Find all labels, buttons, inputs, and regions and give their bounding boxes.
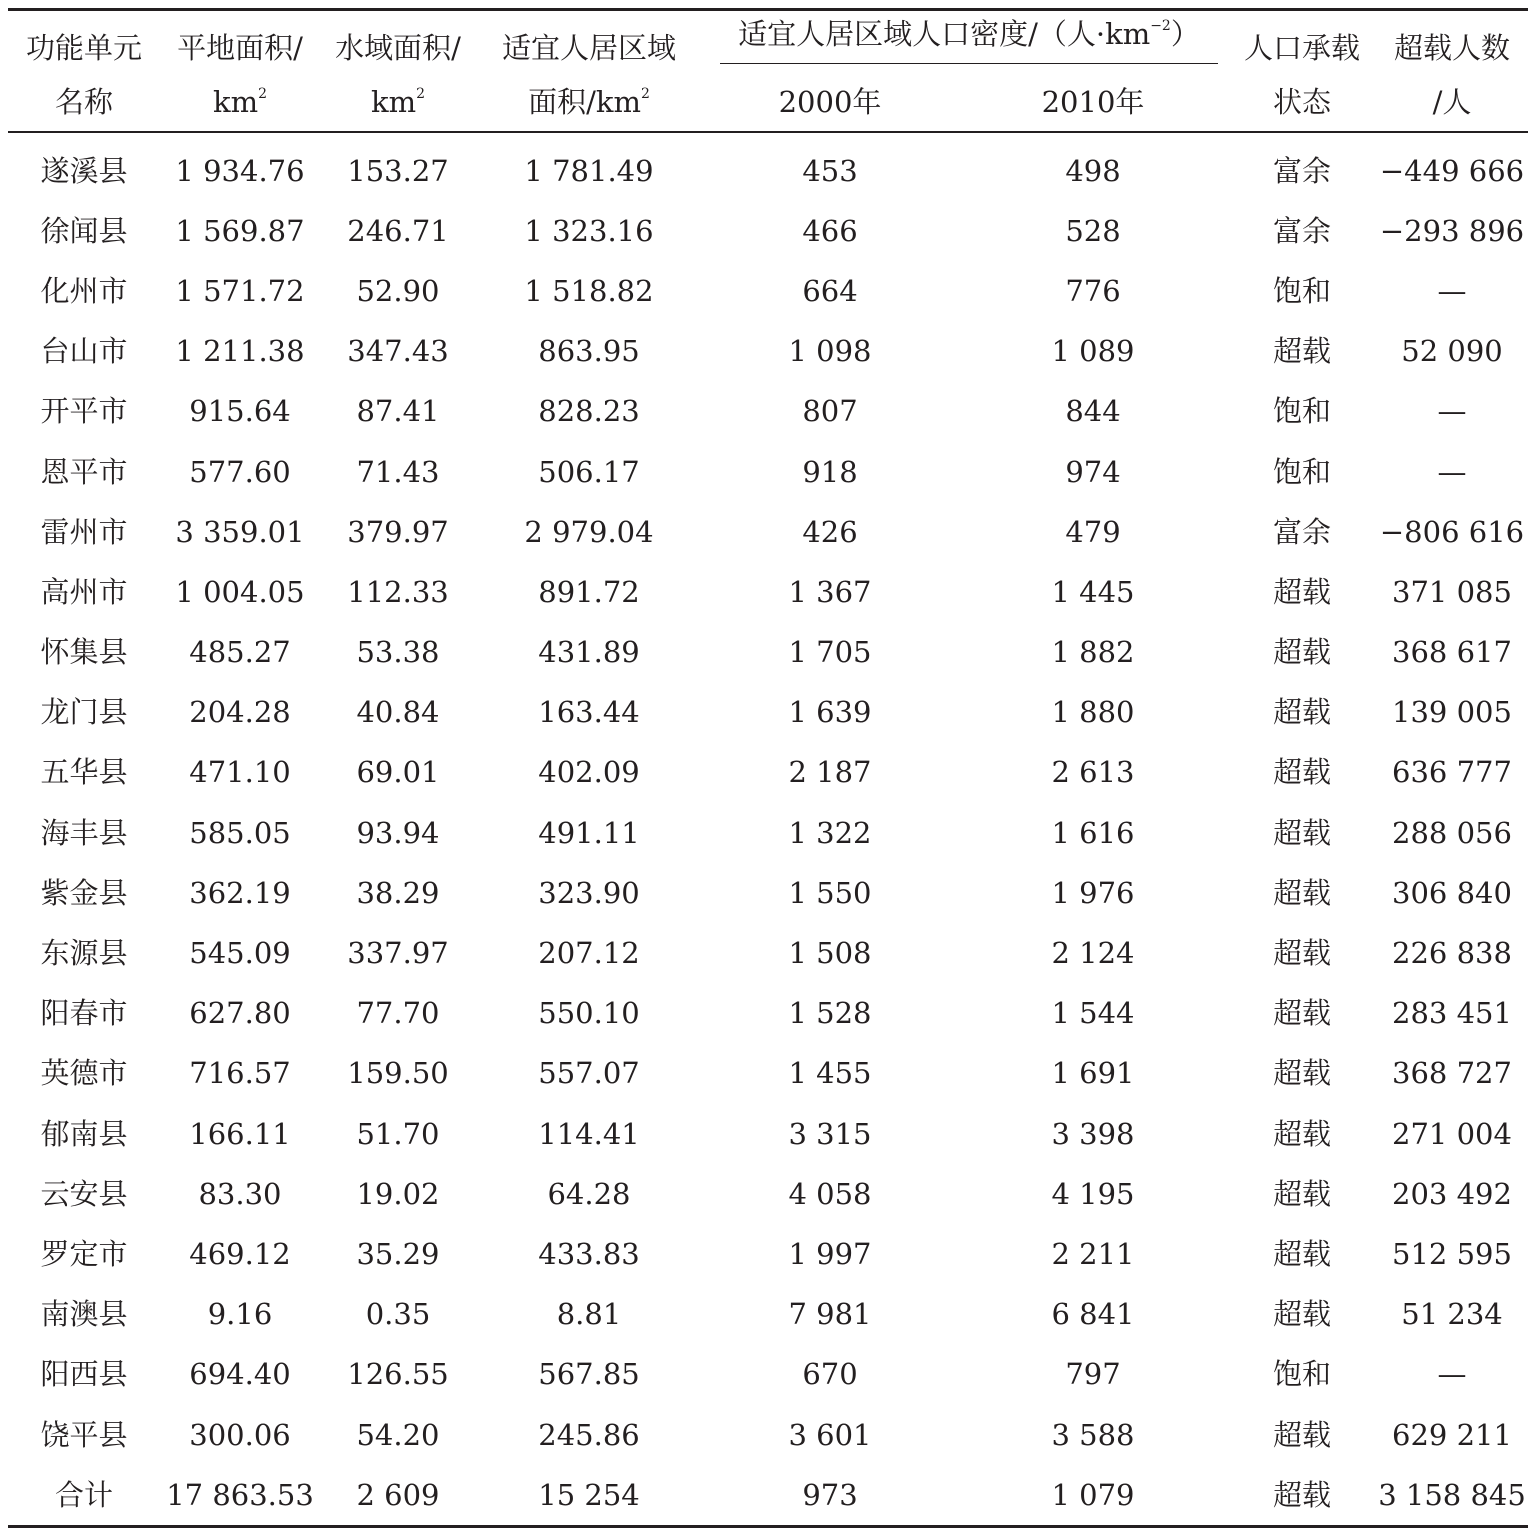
- cell-water-area: 347.43: [347, 334, 449, 369]
- cell-county-name: 怀集县: [40, 635, 128, 670]
- cell-water-area: 53.38: [356, 635, 440, 670]
- table-row: [8, 382, 1528, 442]
- cell-habitable-area: 2 979.04: [524, 514, 654, 549]
- cell-capacity-state: 超载: [1272, 755, 1331, 790]
- cell-overload-count: 368 617: [1392, 635, 1512, 670]
- cell-density-2000: 1 639: [788, 695, 872, 730]
- cell-overload-count: 3 158 845: [1376, 1465, 1528, 1527]
- cell-density-2000: 918: [802, 454, 858, 489]
- cell-density-2010: 4 195: [1051, 1176, 1135, 1211]
- cell-overload-count: 226 838: [1392, 936, 1512, 971]
- header-year-2000: 2000年: [702, 73, 958, 132]
- cell-county-name: 郁南县: [40, 1116, 128, 1151]
- cell-plain-area: 300.06: [189, 1417, 291, 1452]
- cell-habitable-area: 15 254: [476, 1465, 702, 1527]
- cell-overload-count: —: [1437, 454, 1467, 489]
- cell-density-2000: 1 508: [788, 936, 872, 971]
- cell-capacity-state: 超载: [1272, 1056, 1331, 1091]
- header-water-area: 水域面积/: [320, 10, 476, 74]
- table-row: [8, 562, 1528, 622]
- cell-capacity-state: 超载: [1272, 635, 1331, 670]
- cell-county-name: 台山市: [40, 334, 128, 369]
- cell-density-2000: 453: [802, 153, 858, 188]
- cell-overload-count: —: [1437, 1357, 1467, 1392]
- header-state: 人口承载: [1228, 10, 1376, 74]
- cell-plain-area: 83.30: [198, 1176, 282, 1211]
- cell-density-2010: 974: [1065, 454, 1121, 489]
- cell-capacity-state: 超载: [1272, 1236, 1331, 1271]
- cell-density-2000: 807: [802, 394, 858, 429]
- cell-habitable-area: 1 518.82: [524, 273, 654, 308]
- header-plain-area: 平地面积/: [160, 10, 320, 74]
- cell-habitable-area: 207.12: [538, 936, 640, 971]
- cell-density-2000: 1 705: [788, 635, 872, 670]
- table-row: [8, 1465, 1528, 1527]
- cell-overload-count: 52 090: [1401, 334, 1503, 369]
- cell-capacity-state: 饱和: [1272, 454, 1331, 489]
- cell-plain-area: 17 863.53: [160, 1465, 320, 1527]
- cell-plain-area: 362.19: [189, 875, 291, 910]
- cell-habitable-area: 163.44: [538, 695, 640, 730]
- cell-capacity-state: 富余: [1272, 213, 1331, 248]
- cell-density-2010: 528: [1065, 213, 1121, 248]
- table-row: [8, 683, 1528, 743]
- cell-plain-area: 471.10: [189, 755, 291, 790]
- table-row: [8, 261, 1528, 321]
- cell-water-area: 51.70: [356, 1116, 440, 1151]
- cell-capacity-state: 饱和: [1272, 394, 1331, 429]
- header-plain-unit: $km^2$: [160, 73, 320, 132]
- cell-overload-count: 636 777: [1392, 755, 1512, 790]
- cell-habitable-area: 114.41: [538, 1116, 640, 1151]
- cell-capacity-state: 超载: [1272, 334, 1331, 369]
- cell-plain-area: 585.05: [189, 815, 291, 850]
- cell-density-2010: 2 613: [1051, 755, 1135, 790]
- header-state-line2: 状态: [1228, 73, 1376, 132]
- cell-capacity-state: 饱和: [1272, 1357, 1331, 1392]
- table-row: [8, 1224, 1528, 1284]
- cell-capacity-state: 超载: [1272, 574, 1331, 609]
- cell-density-2010: 1 616: [1051, 815, 1135, 850]
- cell-overload-count: —: [1437, 273, 1467, 308]
- cell-overload-count: 512 595: [1392, 1236, 1512, 1271]
- cell-county-name: 阳春市: [40, 996, 128, 1031]
- cell-plain-area: 166.11: [189, 1116, 291, 1151]
- cell-capacity-state: 超载: [1272, 1297, 1331, 1332]
- table-row: [8, 442, 1528, 502]
- cell-overload-count: —: [1437, 394, 1467, 429]
- cell-overload-count: 371 085: [1392, 574, 1512, 609]
- cell-water-area: 38.29: [356, 875, 440, 910]
- cell-overload-count: 368 727: [1392, 1056, 1512, 1091]
- cell-density-2000: 4 058: [788, 1176, 872, 1211]
- cell-density-2000: 426: [802, 514, 858, 549]
- cell-water-area: 337.97: [347, 936, 449, 971]
- cell-county-name: 云安县: [40, 1176, 128, 1211]
- cell-overload-count: 139 005: [1392, 695, 1512, 730]
- cell-density-2010: 479: [1065, 514, 1121, 549]
- cell-plain-area: 3 359.01: [175, 514, 305, 549]
- cell-capacity-state: 富余: [1272, 153, 1331, 188]
- header-habitable-area: 适宜人居区域: [476, 10, 702, 74]
- cell-density-2010: 3 398: [1051, 1116, 1135, 1151]
- cell-density-2000: 1 550: [788, 875, 872, 910]
- data-table-container: [8, 8, 1528, 1528]
- cell-water-area: 246.71: [347, 213, 449, 248]
- cell-water-area: 87.41: [356, 394, 440, 429]
- cell-capacity-state: 超载: [1272, 996, 1331, 1031]
- cell-capacity-state: 超载: [1272, 1116, 1331, 1151]
- cell-plain-area: 545.09: [189, 936, 291, 971]
- cell-habitable-area: 8.81: [556, 1297, 622, 1332]
- cell-overload-count: −806 616: [1379, 514, 1525, 549]
- cell-plain-area: 577.60: [189, 454, 291, 489]
- cell-capacity-state: 超载: [1272, 1417, 1331, 1452]
- table-row: [8, 201, 1528, 261]
- cell-plain-area: 485.27: [189, 635, 291, 670]
- cell-plain-area: 1 571.72: [175, 273, 305, 308]
- cell-density-2010: 1 089: [1051, 334, 1135, 369]
- cell-habitable-area: 863.95: [538, 334, 640, 369]
- cell-county-name: 徐闻县: [40, 213, 128, 248]
- cell-habitable-area: 433.83: [538, 1236, 640, 1271]
- cell-plain-area: 915.64: [189, 394, 291, 429]
- cell-plain-area: 1 004.05: [175, 574, 305, 609]
- cell-density-2010: 1 079: [958, 1465, 1228, 1527]
- cell-density-2010: 1 976: [1051, 875, 1135, 910]
- cell-county-name: 化州市: [40, 273, 128, 308]
- table-row: [8, 743, 1528, 803]
- cell-habitable-area: 64.28: [547, 1176, 631, 1211]
- table-row: [8, 803, 1528, 863]
- cell-water-area: 35.29: [356, 1236, 440, 1271]
- cell-habitable-area: 1 781.49: [524, 153, 654, 188]
- cell-plain-area: 204.28: [189, 695, 291, 730]
- cell-water-area: 69.01: [356, 755, 440, 790]
- cell-capacity-state: 超载: [1272, 936, 1331, 971]
- cell-density-2010: 1 544: [1051, 996, 1135, 1031]
- cell-density-2010: 6 841: [1051, 1297, 1135, 1332]
- cell-county-name: 阳西县: [40, 1357, 128, 1392]
- cell-water-area: 19.02: [356, 1176, 440, 1211]
- cell-density-2010: 1 691: [1051, 1056, 1135, 1091]
- cell-water-area: 112.33: [347, 574, 449, 609]
- cell-habitable-area: 402.09: [538, 755, 640, 790]
- cell-plain-area: 9.16: [207, 1297, 273, 1332]
- cell-county-name: 遂溪县: [40, 153, 128, 188]
- cell-density-2010: 2 124: [1051, 936, 1135, 971]
- cell-plain-area: 1 934.76: [175, 153, 305, 188]
- cell-density-2000: 664: [802, 273, 858, 308]
- cell-water-area: 2 609: [320, 1465, 476, 1527]
- cell-habitable-area: 491.11: [538, 815, 640, 850]
- cell-density-2000: 973: [702, 1465, 958, 1527]
- cell-habitable-area: 1 323.16: [524, 213, 654, 248]
- cell-capacity-state: 富余: [1272, 514, 1331, 549]
- cell-water-area: 126.55: [347, 1357, 449, 1392]
- table-row: [8, 1104, 1528, 1164]
- cell-density-2000: 2 187: [788, 755, 872, 790]
- table-row: [8, 923, 1528, 983]
- cell-water-area: 379.97: [347, 514, 449, 549]
- cell-density-2000: 1 098: [788, 334, 872, 369]
- cell-overload-count: 51 234: [1401, 1297, 1503, 1332]
- cell-density-2010: 2 211: [1051, 1236, 1135, 1271]
- cell-water-area: 0.35: [365, 1297, 431, 1332]
- table-row: [8, 1164, 1528, 1224]
- cell-overload-count: −449 666: [1379, 153, 1525, 188]
- cell-habitable-area: 567.85: [538, 1357, 640, 1392]
- cell-plain-area: 1 569.87: [175, 213, 305, 248]
- cell-county-name: 海丰县: [40, 815, 128, 850]
- cell-density-2010: 776: [1065, 273, 1121, 308]
- cell-density-2000: 670: [802, 1357, 858, 1392]
- cell-density-2000: 1 997: [788, 1236, 872, 1271]
- header-overload: 超载人数: [1376, 10, 1528, 74]
- cell-plain-area: 1 211.38: [175, 334, 305, 369]
- table-row: [8, 1044, 1528, 1104]
- table-row: [8, 502, 1528, 562]
- cell-habitable-area: 550.10: [538, 996, 640, 1031]
- cell-density-2000: 1 367: [788, 574, 872, 609]
- cell-habitable-area: 431.89: [538, 635, 640, 670]
- cell-overload-count: 306 840: [1392, 875, 1512, 910]
- header-water-unit: $km^2$: [320, 73, 476, 132]
- cell-plain-area: 469.12: [189, 1236, 291, 1271]
- cell-capacity-state: 超载: [1272, 815, 1331, 850]
- cell-overload-count: 288 056: [1392, 815, 1512, 850]
- cell-density-2000: 1 455: [788, 1056, 872, 1091]
- cell-county-name: 罗定市: [40, 1236, 128, 1271]
- cell-density-2010: 844: [1065, 394, 1121, 429]
- cell-capacity-state: 超载: [1272, 695, 1331, 730]
- table-row: [8, 1405, 1528, 1465]
- table-row: [8, 132, 1528, 201]
- table-body: [8, 132, 1528, 1527]
- cell-overload-count: 271 004: [1392, 1116, 1512, 1151]
- cell-capacity-state: 超载: [1272, 1176, 1331, 1211]
- cell-habitable-area: 245.86: [538, 1417, 640, 1452]
- table-row: [8, 1345, 1528, 1405]
- cell-county-name: 合计: [8, 1465, 160, 1527]
- cell-water-area: 71.43: [356, 454, 440, 489]
- cell-capacity-state: 超载: [1272, 875, 1331, 910]
- cell-habitable-area: 828.23: [538, 394, 640, 429]
- cell-county-name: 东源县: [40, 936, 128, 971]
- table-row: [8, 863, 1528, 923]
- cell-county-name: 南澳县: [40, 1297, 128, 1332]
- cell-county-name: 龙门县: [40, 695, 128, 730]
- cell-plain-area: 716.57: [189, 1056, 291, 1091]
- cell-plain-area: 694.40: [189, 1357, 291, 1392]
- cell-water-area: 40.84: [356, 695, 440, 730]
- header-habitable-unit: 面积$/km^2$: [476, 73, 702, 132]
- cell-density-2010: 3 588: [1051, 1417, 1135, 1452]
- header-overload-line2: /人: [1376, 73, 1528, 132]
- cell-density-2000: 3 601: [788, 1417, 872, 1452]
- cell-habitable-area: 323.90: [538, 875, 640, 910]
- cell-water-area: 54.20: [356, 1417, 440, 1452]
- cell-water-area: 159.50: [347, 1056, 449, 1091]
- cell-habitable-area: 891.72: [538, 574, 640, 609]
- population-capacity-table: [8, 8, 1528, 1528]
- table-row: [8, 1285, 1528, 1345]
- cell-county-name: 雷州市: [40, 514, 128, 549]
- cell-water-area: 77.70: [356, 996, 440, 1031]
- cell-county-name: 五华县: [40, 755, 128, 790]
- cell-county-name: 饶平县: [40, 1417, 128, 1452]
- cell-water-area: 93.94: [356, 815, 440, 850]
- cell-habitable-area: 506.17: [538, 454, 640, 489]
- cell-county-name: 恩平市: [40, 454, 128, 489]
- cell-county-name: 英德市: [40, 1056, 128, 1091]
- cell-water-area: 153.27: [347, 153, 449, 188]
- cell-density-2000: 466: [802, 213, 858, 248]
- cell-density-2000: 1 322: [788, 815, 872, 850]
- cell-density-2010: 498: [1065, 153, 1121, 188]
- cell-county-name: 紫金县: [40, 875, 128, 910]
- cell-density-2000: 3 315: [788, 1116, 872, 1151]
- cell-density-2010: 1 445: [1051, 574, 1135, 609]
- cell-habitable-area: 557.07: [538, 1056, 640, 1091]
- cell-overload-count: 203 492: [1392, 1176, 1512, 1211]
- cell-density-2000: 1 528: [788, 996, 872, 1031]
- cell-capacity-state: 超载: [1228, 1465, 1376, 1527]
- cell-density-2010: 797: [1065, 1357, 1121, 1392]
- cell-density-2000: 7 981: [788, 1297, 872, 1332]
- cell-county-name: 高州市: [40, 574, 128, 609]
- cell-overload-count: 629 211: [1392, 1417, 1512, 1452]
- header-year-2010: 2010年: [958, 73, 1228, 132]
- cell-county-name: 开平市: [40, 394, 128, 429]
- cell-capacity-state: 饱和: [1272, 273, 1331, 308]
- cell-water-area: 52.90: [356, 273, 440, 308]
- header-name-line2: 名称: [8, 73, 160, 132]
- table-row: [8, 623, 1528, 683]
- table-header: [8, 10, 1528, 133]
- cell-overload-count: −293 896: [1379, 213, 1525, 248]
- table-row: [8, 322, 1528, 382]
- cell-density-2010: 1 880: [1051, 695, 1135, 730]
- table-row: [8, 984, 1528, 1044]
- cell-plain-area: 627.80: [189, 996, 291, 1031]
- cell-density-2010: 1 882: [1051, 635, 1135, 670]
- header-name: 功能单元: [8, 10, 160, 74]
- header-density-group: 适宜人居区域人口密度/（人$\cdot km^{-2}$）: [702, 10, 1228, 74]
- cell-overload-count: 283 451: [1392, 996, 1512, 1031]
